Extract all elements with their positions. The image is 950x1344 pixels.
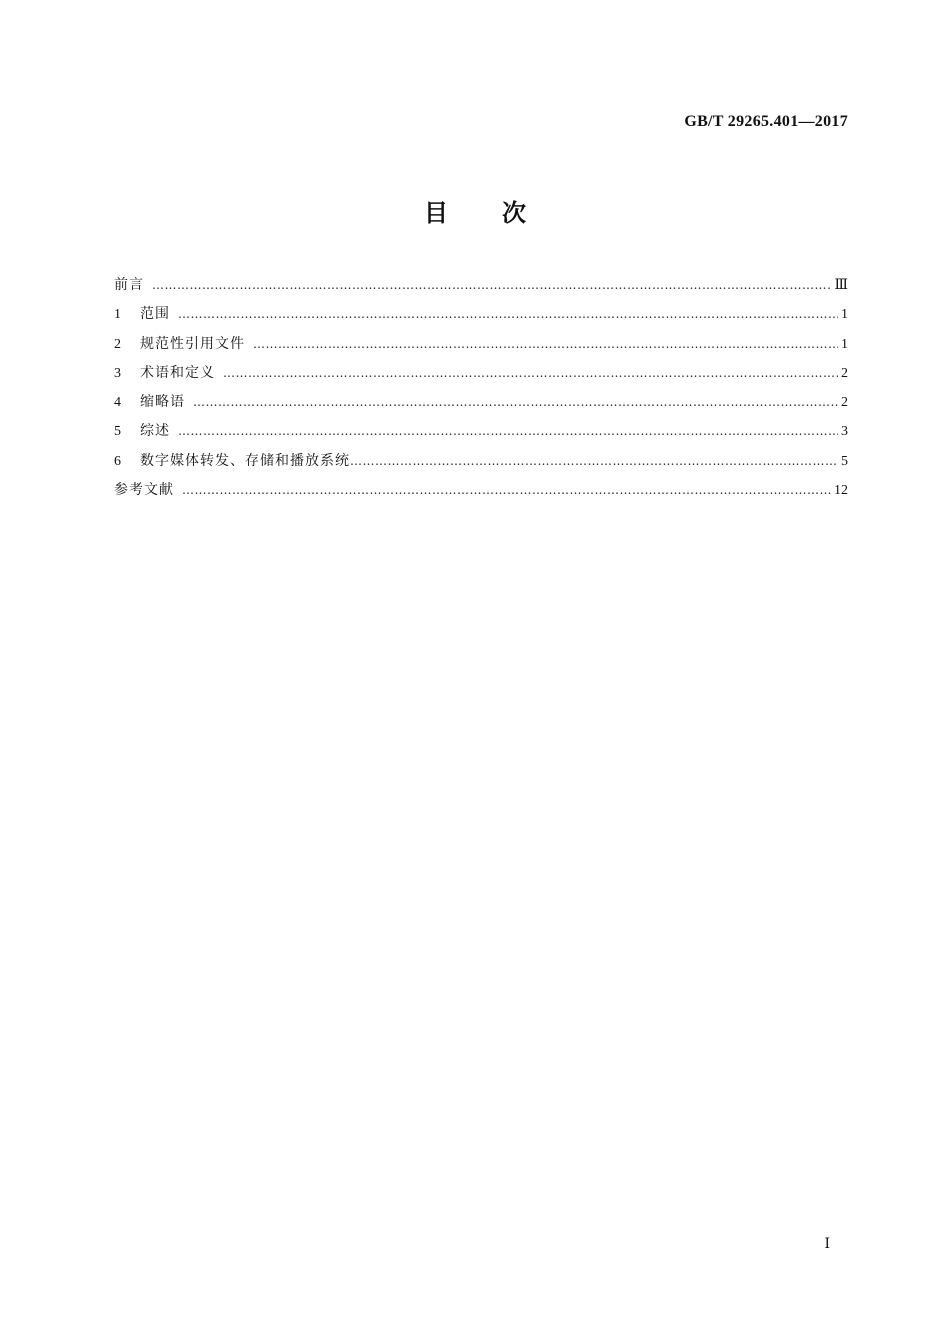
page-number: Ⅰ bbox=[824, 1237, 830, 1252]
toc-leader-dots bbox=[350, 449, 838, 473]
toc-page-number: 3 bbox=[841, 424, 848, 440]
standard-number: GB/T 29265.401—2017 bbox=[684, 113, 848, 130]
page-title bbox=[0, 193, 950, 228]
toc-page-number: 12 bbox=[834, 483, 848, 499]
toc-entry-label: 参考文献 bbox=[114, 482, 174, 499]
toc-entry-overview[interactable] bbox=[114, 419, 848, 448]
page-title-char-1: 目 bbox=[424, 199, 448, 227]
toc-page-number: 1 bbox=[841, 307, 848, 323]
toc-entry-label: 综述 bbox=[140, 423, 170, 440]
toc-section-number: 2 bbox=[114, 336, 121, 352]
toc-entry-scope[interactable] bbox=[114, 302, 848, 331]
toc-section-number: 1 bbox=[114, 307, 121, 323]
toc-section-number: 3 bbox=[114, 365, 121, 381]
toc-entry-label: 术语和定义 bbox=[140, 364, 215, 381]
toc-entry-label: 范围 bbox=[140, 306, 170, 323]
toc-leader-dots bbox=[178, 419, 838, 443]
page-title-char-2: 次 bbox=[502, 199, 526, 227]
toc-entry-bibliography[interactable] bbox=[114, 478, 848, 507]
toc-entry-label: 缩略语 bbox=[140, 394, 185, 411]
toc-leader-dots bbox=[182, 478, 832, 502]
toc-page-number: Ⅲ bbox=[834, 278, 848, 293]
toc-leader-dots bbox=[193, 390, 838, 414]
toc-page-number: 1 bbox=[841, 336, 848, 352]
toc-leader-dots bbox=[152, 273, 832, 297]
toc-leader-dots bbox=[178, 302, 838, 326]
toc-entry-abbreviations[interactable] bbox=[114, 390, 848, 419]
toc-entry-foreword[interactable] bbox=[114, 273, 848, 302]
toc-section-number: 6 bbox=[114, 453, 121, 469]
toc-page-number: 5 bbox=[841, 453, 848, 469]
toc-page-number: 2 bbox=[841, 365, 848, 381]
toc-entry-media-system[interactable] bbox=[114, 449, 848, 478]
toc-entry-normative-references[interactable] bbox=[114, 332, 848, 361]
toc-entry-label: 数字媒体转发、存储和播放系统 bbox=[140, 452, 350, 469]
toc-entry-label: 前言 bbox=[114, 277, 144, 293]
toc-section-number: 5 bbox=[114, 424, 121, 440]
toc-section-number: 4 bbox=[114, 395, 121, 411]
toc-leader-dots bbox=[253, 332, 838, 356]
table-of-contents bbox=[114, 273, 848, 507]
toc-entry-label: 规范性引用文件 bbox=[140, 335, 245, 352]
toc-page-number: 2 bbox=[841, 395, 848, 411]
toc-entry-terms-definitions[interactable] bbox=[114, 361, 848, 390]
toc-leader-dots bbox=[223, 361, 838, 385]
